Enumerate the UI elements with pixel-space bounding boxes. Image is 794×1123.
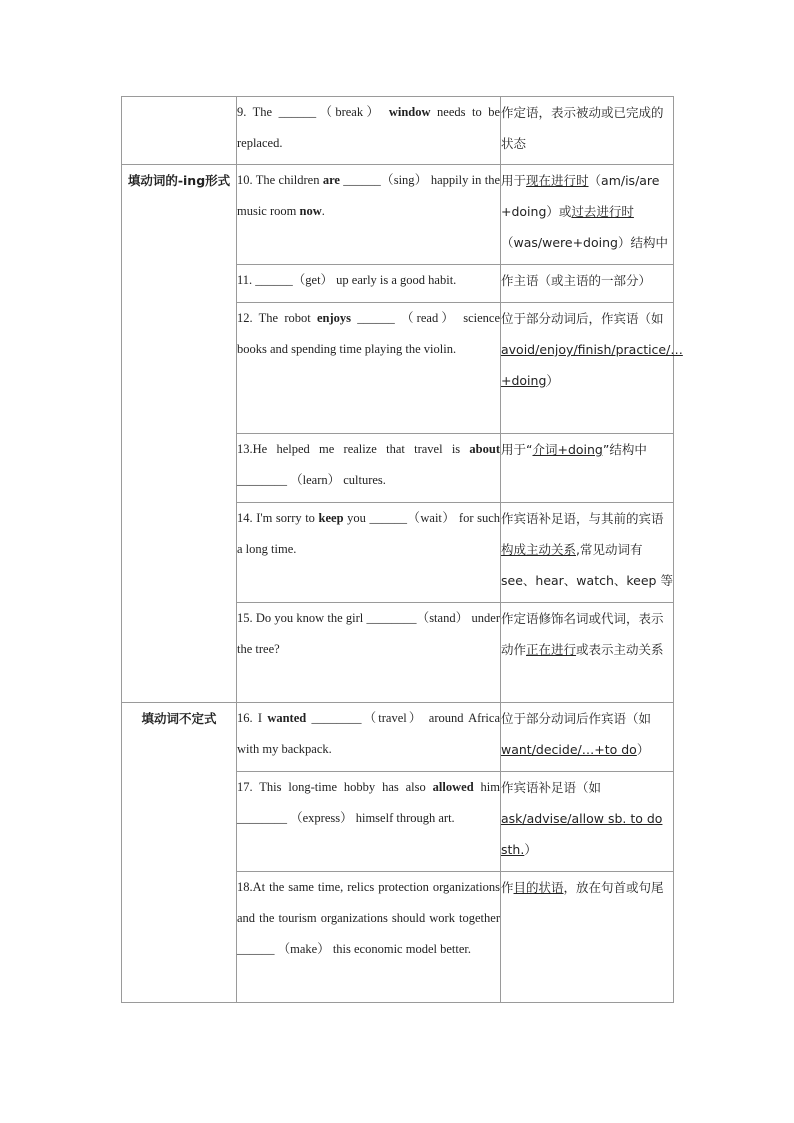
- keyword: allowed: [432, 780, 474, 794]
- note-cell: [501, 503, 674, 603]
- note-text: ,常见动词有 see、hear、watch、keep 等: [501, 542, 673, 588]
- note-text: ）: [524, 842, 537, 857]
- example-cell: [237, 303, 501, 434]
- note-cell: [501, 303, 683, 434]
- category-cell: [122, 97, 237, 165]
- example-cell: [237, 703, 501, 772]
- note-underlined: 现在进行时: [526, 173, 589, 188]
- example-cell: [237, 434, 501, 503]
- note-text: ）: [636, 742, 650, 757]
- keyword: wanted: [267, 711, 307, 725]
- example-text: ______ （read） science books and spending time playing the violin.: [237, 311, 500, 356]
- note-text: ，放在句首或句尾: [563, 880, 664, 895]
- note-text: 作宾语补足语（如: [501, 780, 602, 795]
- keyword: keep: [318, 511, 344, 525]
- note-text: 作主语（或主语的一部分）: [501, 273, 652, 288]
- table-row: [122, 703, 674, 772]
- note-underlined: 构成主动关系: [501, 542, 577, 557]
- note-cell: [501, 772, 674, 872]
- example-text: 16. I: [237, 711, 268, 725]
- note-text: ”结构中: [602, 442, 647, 457]
- example-cell: [237, 503, 501, 603]
- example-text: 15. Do you know the girl ________（stand） under the tree?: [237, 611, 500, 656]
- note-text: 作定语，表示被动或已完成的状态: [501, 105, 664, 151]
- example-text: 13.He helped me realize that travel is: [237, 442, 470, 456]
- example-cell: [237, 772, 501, 872]
- keyword: now: [299, 204, 322, 218]
- category-cell: 填动词的-ing形式: [122, 165, 237, 703]
- note-cell: [501, 165, 674, 265]
- note-cell: [501, 603, 674, 703]
- note-text: 作宾语补足语，与其前的宾语: [501, 511, 664, 526]
- example-text: 10. The children: [237, 173, 323, 187]
- note-underlined: avoid/enjoy/finish/practice/…+doing: [501, 342, 683, 388]
- example-cell: [237, 97, 501, 165]
- note-underlined: 正在进行: [526, 642, 577, 657]
- note-text: 用于“: [501, 442, 533, 457]
- example-text: 9. The ______（break）: [237, 105, 389, 119]
- keyword: are: [322, 173, 340, 187]
- example-cell: [237, 165, 501, 265]
- example-text: needs to be replaced.: [237, 105, 501, 150]
- example-text: him ________ （express） himself through art.: [237, 780, 500, 825]
- note-text: 或表示主动关系: [576, 642, 664, 657]
- example-text: 17. This long-time hobby has also: [237, 780, 433, 794]
- example-cell: [237, 603, 501, 703]
- keyword: about: [469, 442, 500, 456]
- example-cell: [237, 872, 501, 1003]
- note-text: ）: [546, 373, 559, 388]
- note-cell: [501, 872, 674, 1003]
- note-text: 位于部分动词后，作宾语（如: [501, 311, 664, 326]
- table-row: [122, 165, 674, 265]
- example-cell: [237, 265, 501, 303]
- note-cell: [501, 265, 674, 303]
- note-cell: [501, 97, 674, 165]
- note-underlined: 介词+doing: [532, 442, 603, 457]
- example-text: 14. I'm sorry to: [237, 511, 319, 525]
- note-underlined: 过去进行时: [571, 204, 634, 219]
- note-text: （was/were+doing）结构中: [501, 235, 668, 250]
- example-text: .: [321, 204, 325, 218]
- example-text: you ______（wait） for such a long time.: [237, 511, 500, 556]
- note-cell: [501, 703, 674, 772]
- example-text: 11. ______（get） up early is a good habit.: [237, 273, 457, 287]
- example-text: ________（travel） around Africa with my backpack.: [237, 711, 500, 756]
- table-row: [122, 97, 674, 165]
- category-cell: 填动词不定式: [122, 703, 237, 1003]
- example-text: 12. The robot: [237, 311, 317, 325]
- note-text: 位于部分动词后作宾语（如: [501, 711, 652, 726]
- note-underlined: ask/advise/allow sb. to do sth.: [501, 811, 663, 857]
- grammar-table: [121, 96, 683, 1003]
- note-underlined: want/decide/…+to do: [501, 742, 637, 757]
- note-text: （am/is/are +doing）或: [501, 173, 660, 219]
- example-text: ______（sing） happily in the music room: [237, 173, 500, 218]
- note-cell: [501, 434, 674, 503]
- note-text: 用于: [501, 173, 527, 188]
- example-text: ________ （learn） cultures.: [237, 473, 386, 487]
- keyword: window: [388, 105, 431, 119]
- note-underlined: 目的状语: [513, 880, 564, 895]
- note-text: 作: [501, 880, 514, 895]
- note-text: 作定语修饰名词或代词，表示动作: [501, 611, 664, 657]
- example-text: 18.At the same time, relics protection organizations and the tourism organizations should work together ______ （make） this economic model better.: [237, 880, 500, 956]
- keyword: enjoys: [317, 311, 352, 325]
